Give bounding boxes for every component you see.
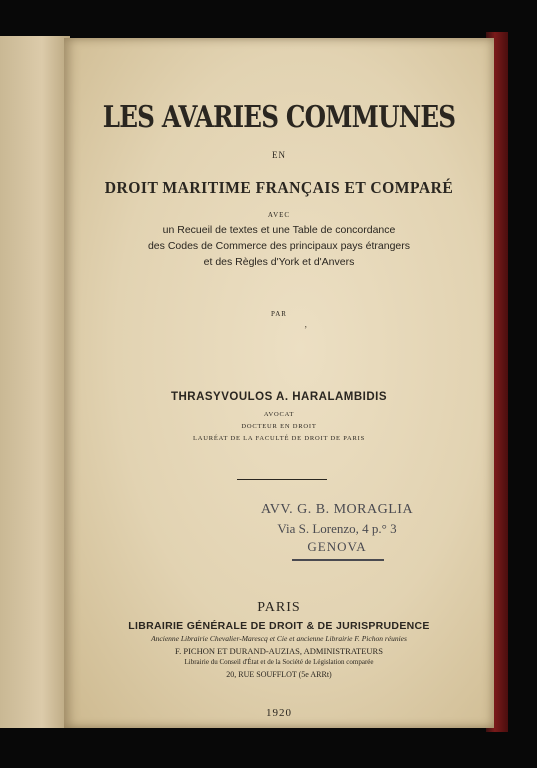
author-credential-1: AVOCAT — [263, 411, 295, 418]
imprint-directors: F. PICHON ET DURAND-AUZIAS, ADMINISTRATEURS — [175, 646, 383, 656]
author-credential-3: LAURÉAT DE LA FACULTÉ DE DROIT DE PARIS — [192, 435, 366, 442]
imprint-former-names: Ancienne Librairie Chevalier-Marescq et Cie et ancienne Librairie F. Pichon réunies — [151, 634, 407, 643]
author-name: THRASYVOULOS A. HARALAMBIDIS — [170, 391, 388, 403]
connector-avec: AVEC — [267, 211, 291, 219]
stamp-underline — [292, 559, 384, 561]
imprint-city: PARIS — [257, 600, 301, 615]
owner-stamp-line-1: AVV. G. B. MORAGLIA — [260, 502, 414, 517]
owner-stamp-line-3: GENOVA — [307, 539, 367, 554]
description-line-3: et des Règles d'York et d'Anvers — [203, 256, 355, 268]
pencil-mark: ʼ — [304, 325, 308, 336]
imprint-note: Librairie du Conseil d'État et de la Société de Législation comparée — [184, 658, 374, 666]
imprint-address: 20, RUE SOUFFLOT (5e ARRt) — [226, 670, 332, 679]
description-line-1: un Recueil de textes et une Table de concordance — [162, 224, 396, 236]
imprint-year: 1920 — [266, 707, 292, 719]
connector-par: PAR — [271, 310, 287, 318]
connector-en: EN — [272, 150, 286, 160]
imprint-publisher: LIBRAIRIE GÉNÉRALE DE DROIT & DE JURISPRUDENCE — [128, 620, 430, 632]
owner-stamp-line-2: Via S. Lorenzo, 4 p.° 3 — [277, 521, 397, 536]
author-credential-2: DOCTEUR EN DROIT — [241, 423, 317, 430]
title-page — [64, 38, 494, 728]
previous-page-edge — [0, 36, 70, 728]
description-line-2: des Codes de Commerce des principaux pays étrangers — [147, 240, 411, 252]
book-title: LES AVARIES COMMUNES — [102, 100, 456, 135]
divider-rule — [237, 479, 327, 480]
book-subtitle: DROIT MARITIME FRANÇAIS ET COMPARÉ — [104, 178, 454, 197]
